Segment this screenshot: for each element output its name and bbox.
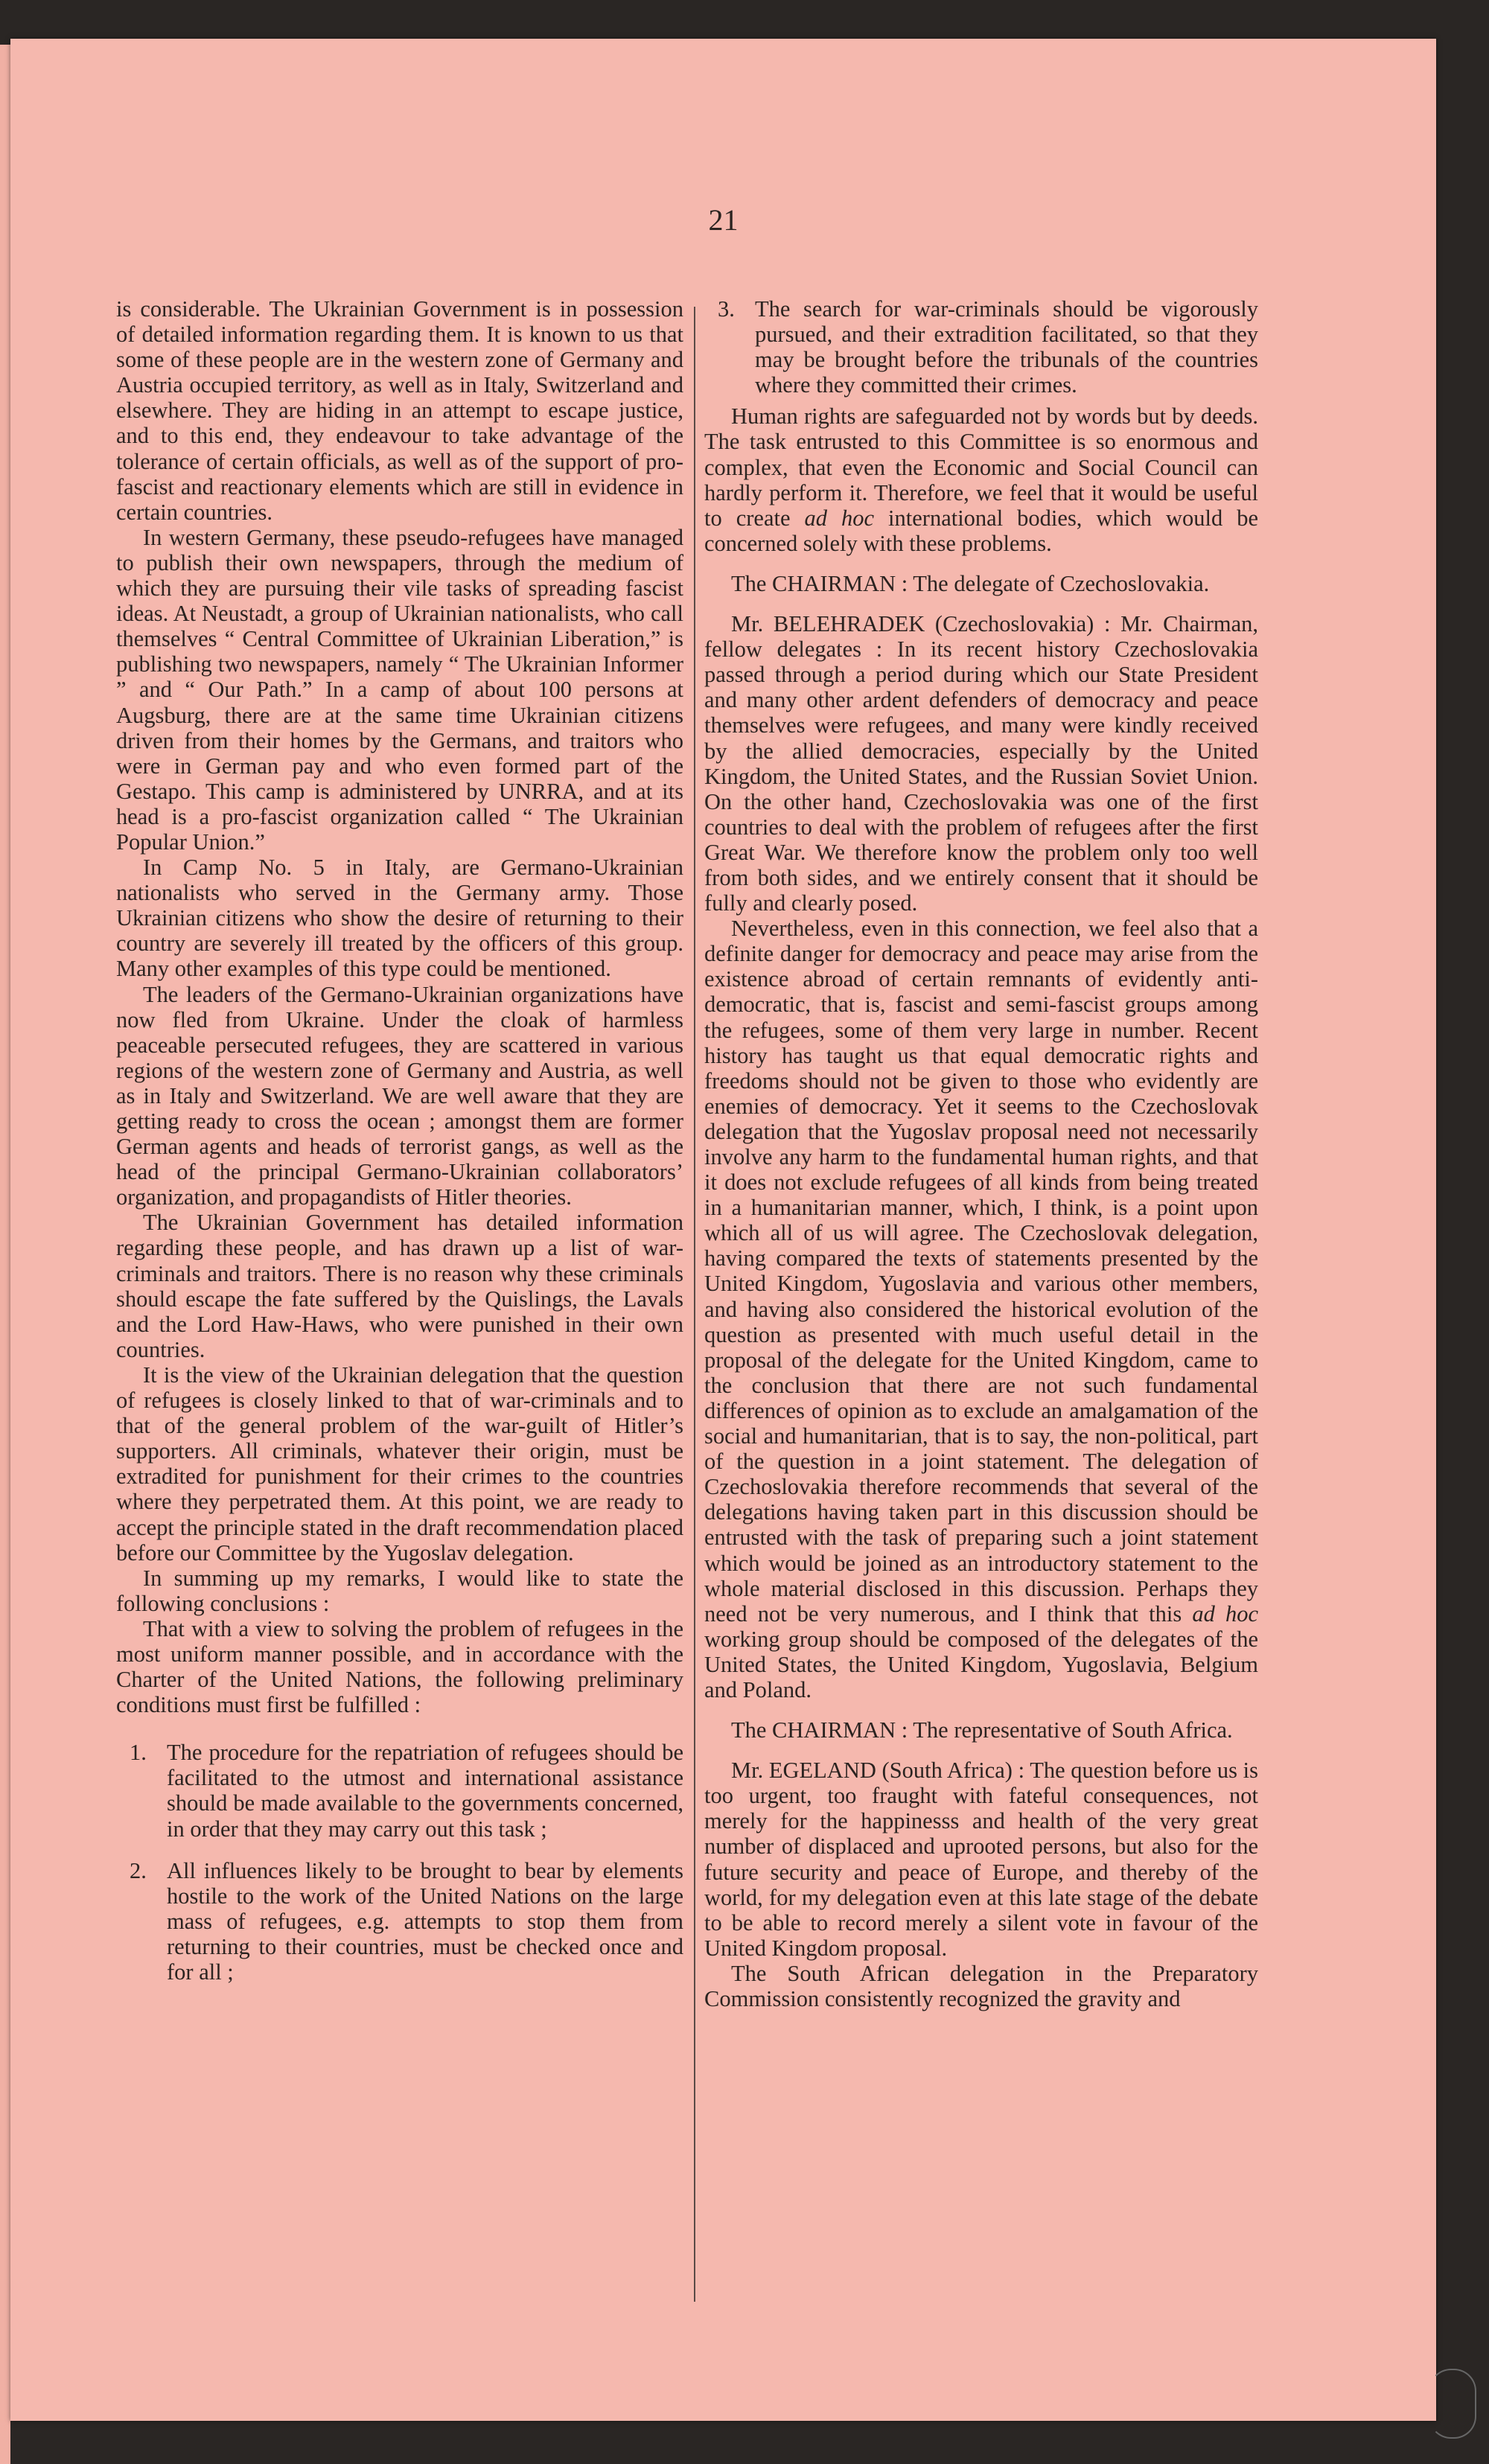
list-text: The procedure for the repatriation of refugees should be facilitated to the utmost and international assistance should be made available to the governments concerned, in order that they may carry out this task ; bbox=[167, 1740, 683, 1842]
column-divider bbox=[694, 307, 695, 2302]
conditions-list-continued bbox=[704, 296, 1258, 398]
italic-term: ad hoc bbox=[804, 505, 875, 531]
paragraph: In summing up my remarks, I would like to state the following conclusions : bbox=[116, 1565, 683, 1616]
paragraph: In western Germany, these pseudo-refugees have managed to publish their own newspapers, through the medium of which they are pursuing their vile tasks of spreading fascist ideas. At Neustadt, a group of Ukrainian nationalists, who call themselves “ Central Committee of Ukrainian Liberation,” is publishing two newspapers, namely “ The Ukrainian Informer ” and “ Our Path.” In a camp of about 100 persons at Augsburg, there are at the same time Ukrainian citizens driven from their homes by the Germans, and traitors who were in German pay and who even formed part of the Gestapo. This camp is administered by UNRRA, and at its head is a pro-fascist organization called “ The Ukrainian Popular Union.” bbox=[116, 524, 683, 855]
page-number: 21 bbox=[708, 203, 739, 237]
list-text: All influences likely to be brought to bear by elements hostile to the work of the United Nations on the large mass of refugees, e.g. attempts to stop them from returning to their countries, must be checked once and for all ; bbox=[167, 1857, 683, 1985]
paragraph bbox=[704, 403, 1258, 556]
speaker-chairman: The CHAIRMAN : The delegate of Czechoslovakia. bbox=[731, 570, 1210, 596]
paragraph: The leaders of the Germano-Ukrainian organizations have now fled from Ukraine. Under the cloak of harmless peaceable persecuted refugees, they are scattered in various regions of the western zone of Germany and Austria, as well as in Italy and Switzerland. We are well aware that they are getting ready to cross the ocean ; amongst them are former German agents and heads of terrorist gangs, as well as the head of the principal Germano-Ukrainian collaborators’ organization, and propagandists of Hitler theories. bbox=[116, 981, 683, 1210]
list-number: 1. bbox=[130, 1740, 147, 1766]
paragraph: The South African delegation in the Preparatory Commission consistently recognized the gravity and bbox=[704, 1960, 1258, 2011]
paragraph: It is the view of the Ukrainian delegation that the question of refugees is closely linked to that of war-criminals and to that of the general problem of the war-guilt of Hitler’s supporters. All criminals, whatever their origin, must be extradited for punishment for their crimes to the countries where they perpetrated them. At this point, we are ready to accept the principle stated in the draft recommendation placed before our Committee by the Yugoslav delegation. bbox=[116, 1362, 683, 1565]
paragraph-text: Nevertheless, even in this connection, we feel also that a definite danger for democracy and peace may arise from the existence abroad of certain remnants of evidently anti-democratic, that is, fascist and semi-fascist groups among the refugees, some of them very large in number. Recent history has taught us that equal democratic rights and freedoms should not be given to those who evidently are enemies of democracy. Yet it seems to the Czechoslovak delegation that the Yugoslav proposal need not necessarily involve any harm to the fundamental human rights, and that it does not exclude refugees of all kinds from being treated in a humanitarian manner, which, I think, is a point upon which all of us will agree. The Czechoslovak delegation, having compared the texts of statements presented by the United Kingdom, Yugoslavia and various other members, and having also considered the historical evolution of the question as presented with much useful detail in the proposal of the delegate for the United Kingdom, came to the conclusion that there are not such fundamental differences of opinion as to exclude an amalgamation of the social and humanitarian, that is to say, the non-political, part of the question in a joint statement. The delegation of Czechoslovakia therefore recommends that several of the delegations having taken part in this discussion should be entrusted with the task of preparing such a joint statement which would be joined as an introductory statement to the whole material disclosed in this discussion. Perhaps they need not be very numerous, and I think that this bbox=[704, 916, 1258, 1627]
paragraph: In Camp No. 5 in Italy, are Germano-Ukrainian nationalists who served in the Germany army. Those Ukrainian citizens who show the desire of returning to their country are severely ill treated by the officers of this group. Many other examples of this type could be mentioned. bbox=[116, 855, 683, 982]
right-column bbox=[704, 296, 1258, 2011]
conditions-list bbox=[116, 1740, 683, 1985]
paragraph: Mr. EGELAND (South Africa) : The question before us is too urgent, too fraught with fateful consequences, not merely for the happinesss and health of the very great number of displaced and uprooted persons, but also for the future security and peace of Europe, and thereby of the world, for my delegation even at this late stage of the debate to be able to record merely a silent vote in favour of the United Kingdom proposal. bbox=[704, 1758, 1258, 1961]
paragraph-text: working group should be composed of the delegates of the United States, the United Kingdom, Yugoslavia, Belgium and Poland. bbox=[704, 1626, 1258, 1702]
list-item bbox=[704, 296, 1258, 398]
paragraph: is considerable. The Ukrainian Government is in possession of detailed information regarding them. It is known to us that some of these people are in the western zone of Germany and Austria occupied territory, as well as in Italy, Switzerland and elsewhere. They are hiding in an attempt to escape justice, and to this end, they endeavour to take advantage of the tolerance of certain officials, as well as of the support of pro-fascist and reactionary elements which are still in evidence in certain countries. bbox=[116, 296, 683, 525]
list-text: The search for war-criminals should be vigorously pursued, and their extradition facilitated, so that they may be brought before the tribunals of the countries where they committed their crimes. bbox=[755, 296, 1258, 398]
speaker-chairman: The CHAIRMAN : The representative of South Africa. bbox=[731, 1717, 1233, 1743]
paragraph: Mr. BELEHRADEK (Czechoslovakia) : Mr. Chairman, fellow delegates : In its recent history Czechoslovakia passed through a period during which our State President and many other ardent defenders of democracy and peace themselves were refugees, and many were kindly received by the allied democracies, especially by the United Kingdom, the United States, and the Russian Soviet Union. On the other hand, Czechoslovakia was one of the first countries to deal with the problem of refugees after the first Great War. We therefore know the problem only too well from both sides, and we entirely consent that it should be fully and clearly posed. bbox=[704, 611, 1258, 916]
paragraph: The Ukrainian Government has detailed information regarding these people, and has drawn up a list of war-criminals and traitors. There is no reason why these criminals should escape the fate suffered by the Quislings, the Lavals and the Lord Haw-Haws, who were punished in their own countries. bbox=[116, 1210, 683, 1362]
previous-page-edge bbox=[0, 45, 10, 2464]
list-number: 3. bbox=[718, 296, 735, 322]
italic-term: ad hoc bbox=[1192, 1600, 1259, 1627]
paper-clip-mark bbox=[1429, 2369, 1476, 2439]
list-item bbox=[116, 1858, 683, 1985]
list-item bbox=[116, 1740, 683, 1841]
paragraph bbox=[704, 916, 1258, 1702]
paragraph-text: Human rights are safeguarded not by words but by deeds. The task entrusted to this Committee is so enormous and complex, that even the Economic and Social Council can hardly perform it. Therefore, we feel that it would be useful to create bbox=[704, 403, 1258, 531]
document-page bbox=[10, 39, 1436, 2421]
left-column bbox=[116, 296, 683, 2001]
list-number: 2. bbox=[130, 1857, 147, 1883]
paragraph-text: international bodies, which would be concerned solely with these problems. bbox=[704, 505, 1258, 556]
paragraph: That with a view to solving the problem of refugees in the most uniform manner possible, and in accordance with the Charter of the United Nations, the following preliminary conditions must first be fulfilled : bbox=[116, 1615, 683, 1718]
